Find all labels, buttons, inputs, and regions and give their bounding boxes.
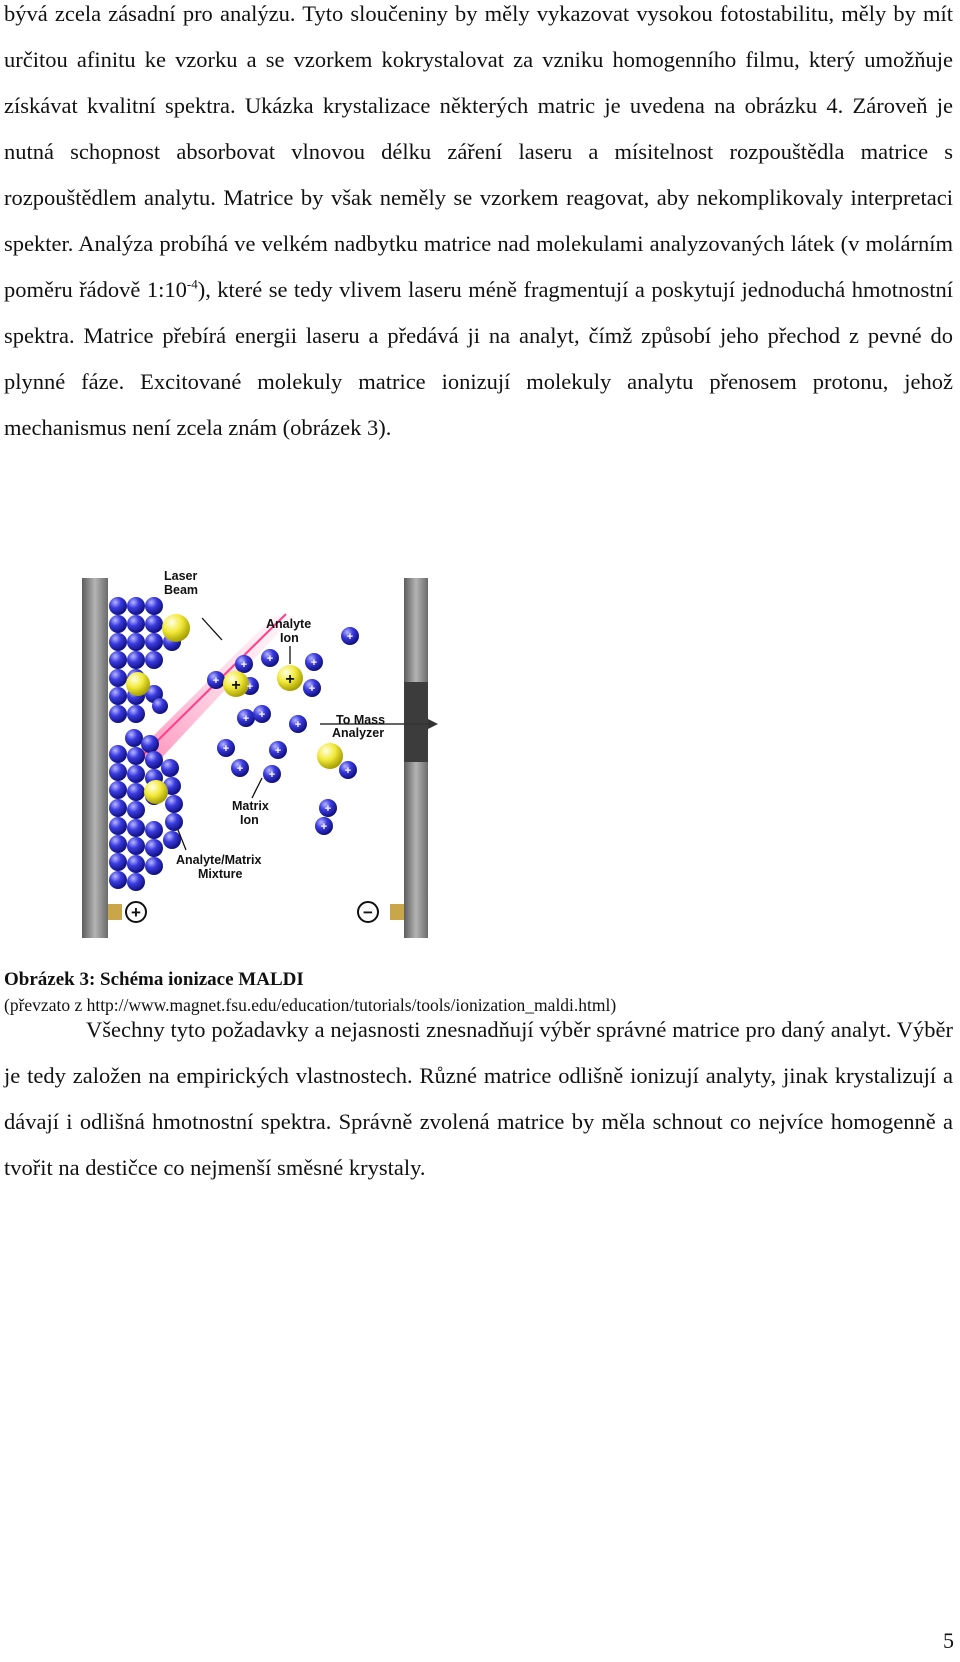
exponent: -4: [186, 276, 198, 292]
label-mixture-1: Analyte/Matrix: [176, 853, 262, 867]
label-mixture-2: Mixture: [198, 867, 243, 881]
positive-connector: [108, 904, 122, 920]
paragraph-matrix-requirements: [4, 0, 953, 451]
svg-text:+: +: [294, 719, 302, 731]
paragraph-text-part-2: ), které se tedy vlivem laseru méně fragmentují a poskytují jednoduchá hmotnostní spektra. Matrice přebírá energii laseru a předává ji na analyt, čímž způsobí jeho přechod z pevné do plynné fáze. Excitované molekuly matrice ionizují molekuly analytu přenosem protonu, jehož mechanismus není zcela znám (obrázek 3).: [4, 277, 953, 440]
analyzer-arrowhead: [428, 719, 438, 729]
svg-text:+: +: [242, 713, 250, 725]
svg-text:+: +: [222, 743, 230, 755]
svg-text:+: +: [310, 657, 318, 669]
svg-text:+: +: [274, 745, 282, 757]
paragraph-matrix-selection: Všechny tyto požadavky a nejasnosti znesnadňují výběr správné matrice pro daný analyt. Výběr je tedy založen na empirických vlastnostech. Různé matrice odlišně ionizují analyty, jinak krystalizují a dávají i odlišná hmotnostní spektra. Správně zvolená matrice by měla schnout co nejvíce homogenně a tvořit na destičce co nejmenší směsné krystaly.: [4, 1017, 953, 1180]
svg-text:+: +: [236, 763, 244, 775]
label-matrix-ion-1: Matrix: [232, 799, 269, 813]
svg-text:+: +: [324, 803, 332, 815]
matrix-cluster-upper: [109, 597, 190, 723]
svg-text:+: +: [320, 821, 328, 833]
svg-text:+: +: [246, 681, 254, 693]
label-to-mass-1: To Mass: [336, 713, 386, 727]
svg-text:+: +: [266, 653, 274, 665]
svg-text:+: +: [344, 765, 352, 777]
svg-text:+: +: [346, 631, 354, 643]
svg-text:+: +: [240, 659, 248, 671]
svg-text:+: +: [308, 683, 316, 695]
svg-text:+: +: [285, 671, 295, 688]
positive-plate: [82, 578, 108, 938]
label-laser-beam-2: Beam: [164, 583, 199, 597]
paragraph-text-part-1: bývá zcela zásadní pro analýzu. Tyto sloučeniny by měly vykazovat vysokou fotostabilitu, měly by mít určitou afinitu ke vzorku a se vzorkem kokrystalovat za vzniku homogenního filmu, který umožňuje získávat kvalitní spektra. Ukázka krystalizace některých matric je uvedena na obrázku 4. Zároveň je nutná schopnost absorbovat vlnovou délku záření laseru a mísitelnost rozpouštědla matrice s rozpouštědlem analytu. Matrice by však neměly se vzorkem reagovat, aby nekomplikovaly interpretaci spekter. Analýza probíhá ve velkém nadbytku matrice nad molekulami analyzovaných látek (v molárním poměru řádově 1:10: [4, 1, 953, 302]
negative-plate-bottom: [404, 762, 428, 938]
page-number: 5: [943, 1628, 954, 1653]
analyzer-slit: [404, 682, 428, 762]
svg-text:+: +: [258, 709, 266, 721]
label-analyte-ion-1: Analyte: [266, 617, 312, 631]
svg-text:+: +: [231, 677, 241, 694]
label-analyte-ion-2: Ion: [280, 631, 299, 645]
positive-sign: +: [131, 903, 141, 922]
svg-text:+: +: [268, 769, 276, 781]
maldi-ionization-figure: [74, 569, 514, 954]
label-to-mass-2: Analyzer: [332, 726, 385, 740]
svg-text:+: +: [212, 675, 220, 687]
figure-caption-source: (převzato z http://www.magnet.fsu.edu/education/tutorials/tools/ionization_maldi.html): [4, 995, 617, 1015]
negative-sign: −: [363, 903, 373, 922]
negative-plate-top: [404, 578, 428, 682]
label-laser-beam-1: Laser: [164, 569, 198, 583]
label-matrix-ion-2: Ion: [240, 813, 259, 827]
negative-connector: [390, 904, 404, 920]
figure-caption-title: Obrázek 3: Schéma ionizace MALDI: [4, 969, 304, 990]
